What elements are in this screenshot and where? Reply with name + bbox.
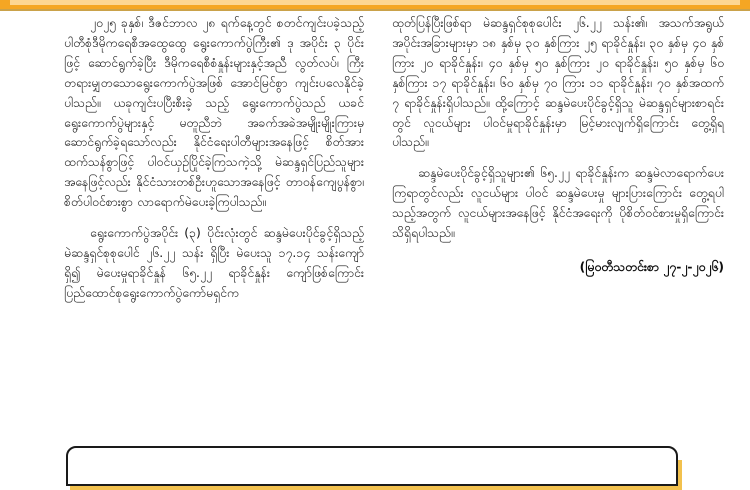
top-banner-highlight [10,0,740,5]
bottom-callout-box [66,446,678,486]
paragraph: ရွေးကောက်ပွဲအပိုင်း (၃) ပိုင်းလုံးတွင် ဆန္ဒမဲပေးပိုင်ခွင့်ရှိသည့် မဲဆန္ဒရှင်စုစုပေါင် ၂၆.၂၂ သန်း ရှိပြီး မဲပေးသူ ၁၇.၁၄ သန်းကျော်ရှိ၍ မဲပေးမှုရာခိုင်နှုန် ၆၅.၂၂ ရာခိုင်နှုန်း ကျော်ဖြစ်ကြောင်း ပြည်ထောင်စုရွေးကောက်ပွဲကော်မရှင်က [64,226,364,300]
source-attribution: (မြဝတီသတင်းစာ ၂၇-၂-၂၀၂၆) [579,259,724,274]
right-column [378,14,750,434]
paragraph: ၂၀၂၅ ခုနှစ်၊ ဒီဇင်ဘာလ ၂၈ ရက်နေ့တွင် စတင်ကျင်းပခဲ့သည့် ပါတီစုံဒီမိုကရေစီအထွေထွေ ရွေးကောက်ပွဲကြီး၏ ဒု အပိုင်း ၃ ပိုင်းဖြင့် ဆောင်ရွက်ခဲ့ပြီး ဒီမိုကရေစီစံနှုန်းများနှင့်အညီ လွတ်လပ်၊ ကြီးတရားမျှတသောရွေးကောက်ပွဲအဖြစ် အောင်မြင်စွာ ကျင်းပလေနိုင်ခဲ့ပါသည်။ ယခုကျင်းပပြီးစီးခဲ့ သည့် ရွေးကောက်ပွဲသည် ယခင်ရွေးကောက်ပွဲများနှင့် မတူညီဘဲ အခက်အခဲအမျိုးမျိုးကြားမှ ဆောင်ရွက်ခဲ့ရသော်လည်း နိုင်ငံရေးပါတီများအနေဖြင့် စိတ်အားထက်သန်စွာဖြင့် ပါဝင်ယှဉ်ပြိုင်ခဲ့ကြသကဲ့သို့ မဲဆန္ဒရှင်ပြည်သူများအနေဖြင့်လည်း နိုင်ငံသားတစ်ဦးဟူသောအနေဖြင့် တာဝန်ကျေပွန်စွာ၊ စိတ်ပါဝင်စားစွာ လာရောက်မဲပေးခဲ့ကြပါသည်။ [64,16,364,210]
left-column [0,14,378,434]
article-columns [0,14,750,434]
paragraph: ဆန္ဒမဲပေးပိုင်ခွင့်ရှိသူများ၏ ၆၅.၂၂ ရာခိုင်နှုန်းက ဆန္ဒမဲလာရောက်ပေးကြရာတွင်လည်း လူငယ်များ ပါဝင် ဆန္ဒမဲပေးမှု များပြားကြောင်း တွေ့ရပါသည့်အတွက် လူငယ်များအနေဖြင့် နိုင်ငံအရေးကို ပိုစိတ်ဝင်စားမှုရှိကြောင်း သိရှိရပါသည်။ [392,166,724,241]
top-banner-rule [0,9,750,11]
paragraph: ထုတ်ပြန်ပြီးဖြစ်ရာ မဲဆန္ဒရှင်စုစုပေါင်း ၂၆.၂၂ သန်း၏၊ အသက်အရွယ်အပိုင်းအခြားများမှာ ၁၈ နှစ်မှ ၃၀ နှစ်ကြား ၂၅ ရာခိုင်နှုန်း၊ ၃၀ နှစ်မှ ၄၀ နှစ်ကြား ၂၀ ရာခိုင်နှုန်း၊ ၄၀ နှစ်မှ ၅၀ နှစ်ကြား ၂၀ ရာခိုင်နှုန်း၊ ၅၀ နှစ်မှ ၆၀ နှစ်ကြား ၁၇ ရာခိုင်နှုန်း၊ ၆၀ နှစ်မှ ၇၀ ကြား ၁၁ ရာခိုင်နှုန်း၊ ၇၀ နှစ်အထက် ၇ ရာခိုင်နှုန်းရှိပါသည်။ ထို့ကြောင့် ဆန္ဒမဲပေးပိုင်ခွင့်ရှိသူ မဲဆန္ဒရှင်များစာရင်းတွင် လူငယ်များ ပါဝင်မှုရာခိုင်နှုန်းမှာ မြင့်မားလျက်ရှိကြောင်း တွေ့ရှိရပါသည်။ [392,16,724,150]
